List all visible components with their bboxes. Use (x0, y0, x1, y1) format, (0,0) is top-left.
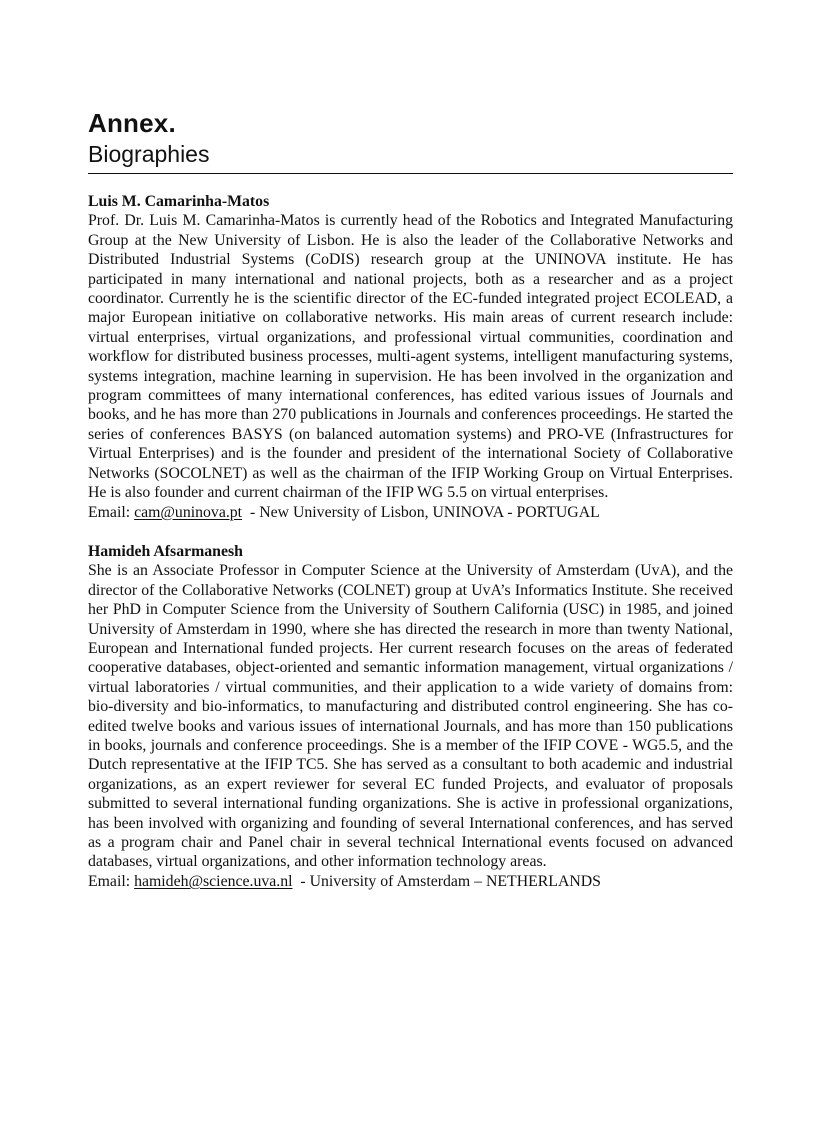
affiliation-text: - New University of Lisbon, UNINOVA - PORTUGAL (249, 503, 600, 521)
heading-divider (88, 173, 733, 174)
biography-camarinha-matos (88, 192, 733, 522)
email-link[interactable]: hamideh@science.uva.nl (134, 872, 293, 890)
biography-contact-line (88, 503, 733, 522)
biography-text: Prof. Dr. Luis M. Camarinha-Matos is currently head of the Robotics and Integrated Manufacturing Group at the New University of Lisbon. He is also the leader of the Collaborative Networks and Distributed Industrial Systems (CoDIS) research group at the UNINOVA institute. He has participated in many international and national projects, both as a researcher and as a project coordinator. Currently he is the scientific director of the EC-funded integrated project ECOLEAD, a major European initiative on collaborative networks. His main areas of current research include: virtual enterprises, virtual organizations, and professional virtual communities, coordination and workflow for distributed business processes, multi-agent systems, intelligent manufacturing systems, systems integration, machine learning in supervision. He has been involved in the organization and program committees of many international conferences, has edited various issues of Journals and books, and he has more than 270 publications in Journals and conferences proceedings. He started the series of conferences BASYS (on balanced automation systems) and PRO-VE (Infrastructures for Virtual Enterprises) and is the founder and president of the international Society of Collaborative Networks (SOCOLNET) as well as the chairman of the IFIP Working Group on Virtual Enterprises. He is also founder and current chairman of the IFIP WG 5.5 on virtual enterprises. (88, 212, 733, 502)
email-label: Email: (88, 872, 131, 890)
biography-name: Hamideh Afsarmanesh (88, 542, 243, 560)
biography-contact-line (88, 872, 733, 891)
biography-afsarmanesh (88, 542, 733, 891)
email-label: Email: (88, 503, 131, 521)
biography-text: She is an Associate Professor in Computer Science at the University of Amsterdam (UvA), and the director of the Collaborative Networks (COLNET) group at UvA’s Informatics Institute. She received her PhD in Computer Science from the University of Southern California (USC) in 1985, and joined University of Amsterdam in 1990, where she has directed the research in more than twenty National, European and International funded projects. Her current research focuses on the areas of federated cooperative databases, object-oriented and semantic information management, virtual organizations / virtual laboratories / virtual communities, and their application to a wide variety of domains from: bio-diversity and bio-informatics, to manufacturing and distributed control engineering. She has co-edited twelve books and various issues of international Journals, and has more than 150 publications in books, journals and conference proceedings. She is a member of the IFIP COVE - WG5.5, and the Dutch representative at the IFIP TC5. She has served as a consultant to both academic and industrial organizations, as an expert reviewer for several EC funded Projects, and evaluator of proposals submitted to several international funding organizations. She is active in professional organizations, has been involved with organizing and founding of several International conferences, and has served as a program chair and Panel chair in several technical International events focused on advanced databases, virtual organizations, and other information technology areas. (88, 562, 733, 871)
page-content (88, 108, 733, 891)
annex-heading: Annex. (88, 108, 176, 138)
biography-name: Luis M. Camarinha-Matos (88, 193, 270, 210)
affiliation-text: - University of Amsterdam – NETHERLANDS (300, 872, 601, 890)
email-link[interactable]: cam@uninova.pt (134, 503, 243, 521)
biographies-subheading: Biographies (88, 141, 210, 167)
